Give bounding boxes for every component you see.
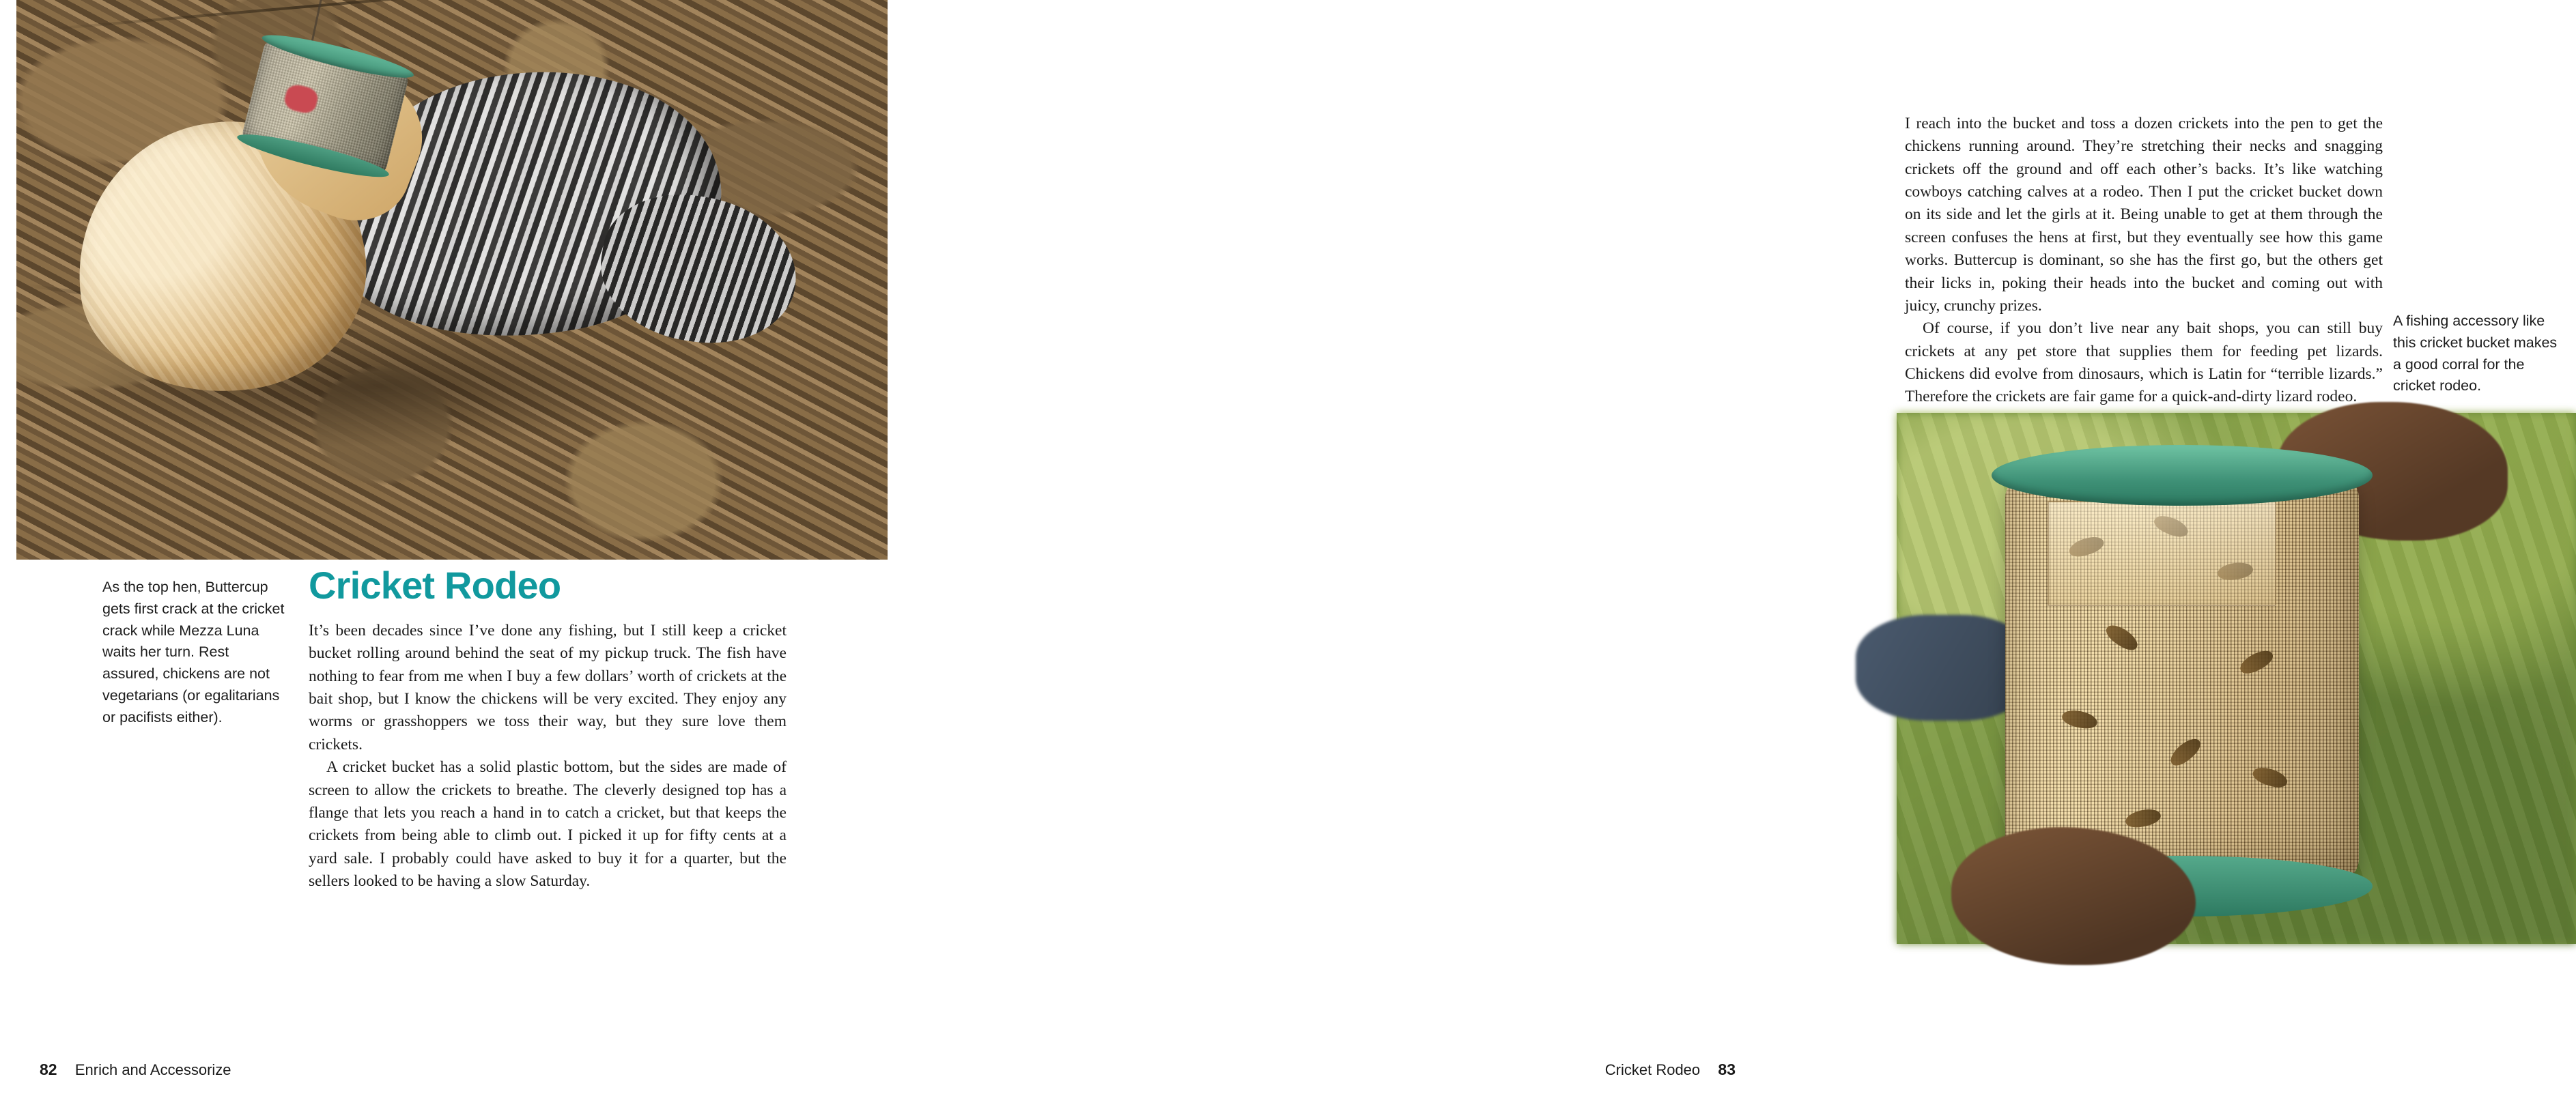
left-paragraph-2: A cricket bucket has a solid plastic bottom, but the sides are made of screen to allow the crickets to breathe. The cleverly designed top has a flange that lets you reach a hand in to catch a cricket, but that keeps the crickets from being able to climb out. I picked it up for fifty cents at a yard sale. I probably could have asked to buy it for a quarter, but the sellers looked to be having a slow Saturday. [309, 758, 787, 890]
left-page-number: 82 [40, 1061, 57, 1078]
right-running-head: Cricket Rodeo [1604, 1061, 1701, 1078]
right-text-column [1905, 113, 2383, 409]
left-running-head: Enrich and Accessorize [74, 1061, 231, 1078]
right-page-number: 83 [1718, 1061, 1736, 1078]
cricket [2061, 708, 2099, 731]
page-left [0, 0, 888, 1109]
left-text-column [309, 566, 787, 893]
right-photo-caption: A fishing accessory like this cricket bucket makes a good corral for the cricket rodeo. [2393, 313, 2558, 394]
right-paragraph-1: I reach into the bucket and toss a dozen crickets into the pen to get the chickens running around. They’re stretching their necks and snagging crickets off the ground and off each other’s backs. It’s like watching cowboys catching calves at a rodeo. Then I put the cricket bucket down on its side and let the girls at it. Being unable to get at them through the screen confuses the hens at first, but they eventually see how this game works. Buttercup is dominant, so she has the first go, but the others get their licks in, poking their heads into the bucket and coming out with juicy, crunchy prizes. [1905, 115, 2383, 315]
left-photo-caption: As the top hen, Buttercup gets first crack at the cricket crack while Mezza Luna waits her turn. Rest assured, chickens are not vegetarians (or egalitarians or pacifists either). [102, 579, 285, 725]
folio-left [40, 1061, 231, 1079]
cricket [2124, 807, 2162, 830]
page-title: Cricket Rodeo [309, 564, 561, 607]
basket-clear-window [2048, 501, 2276, 607]
left-paragraph-1: It’s been decades since I’ve done any fishing, but I still keep a cricket bucket rolling around behind the seat of my pickup truck. The fish have nothing to fear from me when I buy a few dollars’ worth of crickets at the bait shop, but I know the chickens will be very excited. They enjoy any worms or grasshoppers we toss their way, but they sure love them crickets. [309, 622, 787, 753]
cricket [2103, 620, 2141, 654]
folio-right [1605, 1061, 1736, 1079]
hero-chicken-photo [16, 0, 888, 560]
cricket-bucket-photo [1897, 413, 2576, 944]
cricket [2166, 735, 2204, 770]
basket-green-top-rim [1992, 445, 2373, 506]
page-right [888, 0, 2558, 1109]
cricket [2251, 764, 2290, 790]
cricket [2237, 646, 2276, 678]
right-paragraph-2: Of course, if you don’t live near any bait shops, you can still buy crickets at any pet store that supplies them for feeding pet lizards. Chickens did evolve from dinosaurs, which is Latin for “terrible lizards.” Therefore the crickets are fair game for a quick-and-dirty lizard rodeo. [1905, 319, 2383, 406]
page-footer [0, 1027, 1775, 1109]
